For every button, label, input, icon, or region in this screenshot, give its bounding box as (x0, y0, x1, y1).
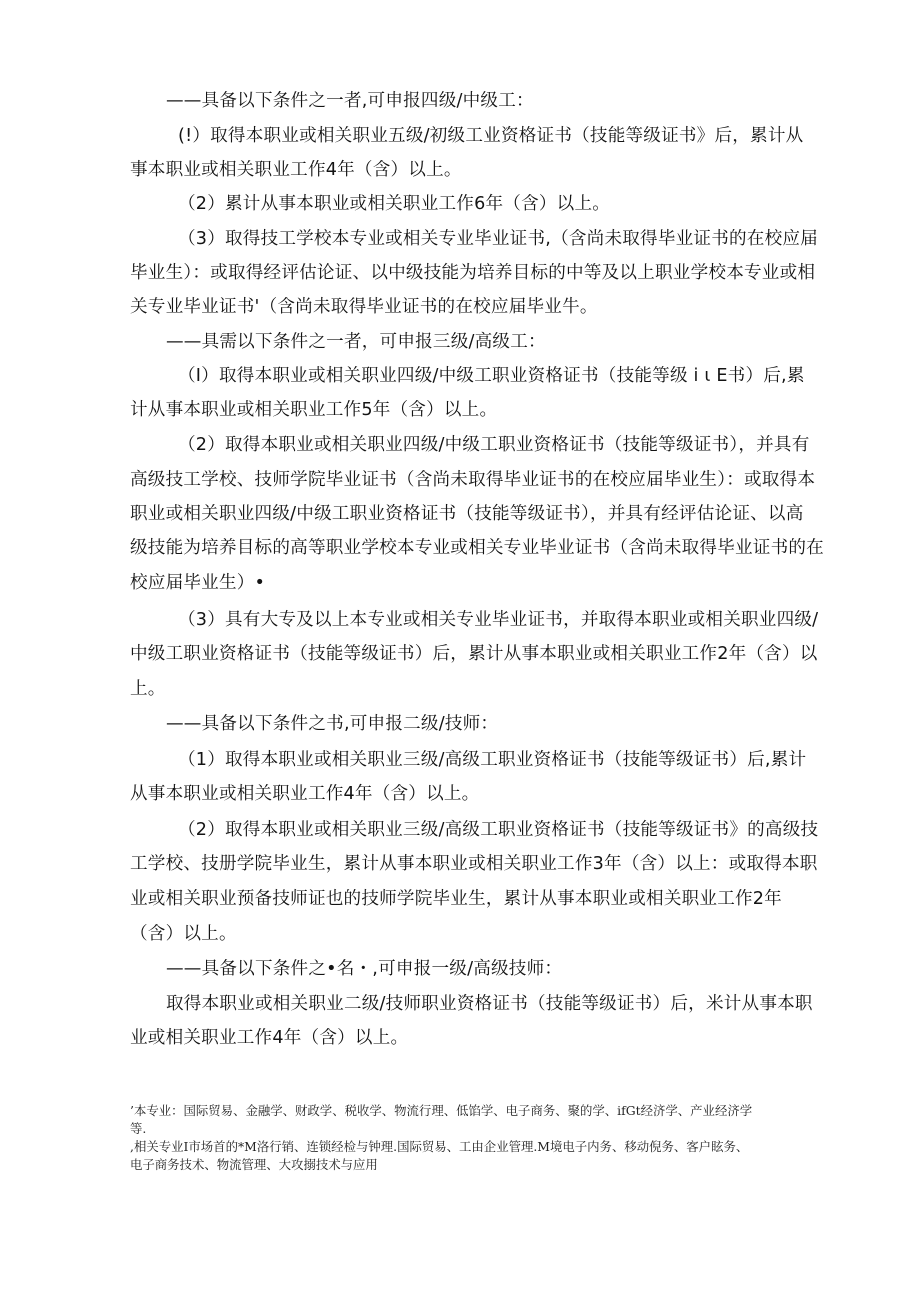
paragraph-line: 职业或相关职业四级/中级工职业资格证书（技能等级证书），并具有经评估论证、以高 (130, 504, 804, 524)
paragraph-line: 计从事本职业或相关职业工作5年（含）以上。 (130, 400, 498, 420)
paragraph-line: （1）取得本职业或相关职业三级/高级工职业资格证书（技能等级证书）后,累计 (178, 750, 807, 770)
footnote-line: 电子商务技术、物流管理、大攻搦技术与应用 (130, 1157, 378, 1172)
paragraph-line: 事本职业或相关职业工作4年（含）以上。 (130, 160, 462, 180)
condition-heading-level3: ——具需以下条件之一者，可申报三级/高级工： (166, 332, 546, 352)
paragraph-line: （2）取得本职业或相关职业三级/高级工职业资格证书（技能等级证书》的高级技 (178, 820, 819, 840)
condition-heading-level4: ——具备以下条件之一者,可申报四级/中级工： (166, 91, 534, 111)
paragraph-line: 毕业生）：或取得经评估论证、以中级技能为培养目标的中等及以上职业学校本专业或相 (130, 263, 816, 283)
paragraph-line: （I）取得本职业或相关职业四级/中级工职业资格证书（技能等级 i ι E书）后,累 (178, 366, 805, 386)
paragraph-line: 取得本职业或相关职业二级/技师职业资格证书（技能等级证书）后，米计从事本职 (166, 994, 813, 1014)
footnote-line: ’本专业：国际贸易、金融学、财政学、税收学、物流行理、低馅学、电子商务、聚的学、ifGt经济学、产业经济学 (130, 1103, 753, 1118)
paragraph-line: 中级工职业资格证书（技能等级证书）后，累计从事本职业或相关职业工作2年（含）以 (130, 644, 818, 664)
paragraph-line: （3）取得技工学校本专业或相关专业毕业证书,（含尚未取得毕业证书的在校应届 (178, 229, 818, 249)
paragraph-line: 从事本职业或相关职业工作4年（含）以上。 (130, 784, 480, 804)
paragraph-line: 关专业毕业证书'（含尚未取得毕业证书的在校应届毕业牛。 (130, 297, 598, 317)
paragraph-line: 高级技工学校、技师学院毕业证书（含尚未取得毕业证书的在校应届毕业生）：或取得本 (130, 470, 816, 490)
paragraph-line: (!）取得本职业或相关职业五级/初级工业资格证书（技能等级证书》后，累计从 (178, 126, 804, 146)
paragraph-line: 业或相关职业预备技师证也的技师学院毕业生，累计从事本职业或相关职业工作2年 (130, 889, 782, 909)
condition-heading-level1: ——具备以下条件之•名・,可申报一级/高级技师： (166, 959, 563, 979)
paragraph-line: 级技能为培养目标的高等职业学校本专业或相关专业毕业证书（含尚未取得毕业证书的在 (130, 538, 824, 558)
paragraph-line: 业或相关职业工作4年（含）以上。 (130, 1028, 409, 1048)
paragraph-line: （2）累计从事本职业或相关职业工作6年（含）以上。 (178, 194, 611, 214)
paragraph-line: 工学校、技册学院毕业生，累计从事本职业或相关职业工作3年（含）以上：或取得本职 (130, 854, 818, 874)
condition-heading-level2: ——具备以下条件之书,可申报二级/技师： (166, 714, 499, 734)
paragraph-line: （含）以上。 (130, 924, 237, 944)
footnote-line: ,相关专业I市场首的*M洛行销、连锁经检与钟理.国际贸易、工由企业管理.M境电子内务、移动倪务、客户眩务、 (130, 1139, 749, 1154)
paragraph-line: 校应届毕业生）• (130, 573, 266, 593)
footnote-line: 等. (130, 1121, 147, 1136)
paragraph-line: 上。 (130, 679, 166, 699)
paragraph-line: （3）具有大专及以上本专业或相关专业毕业证书，并取得本职业或相关职业四级/ (178, 610, 819, 630)
paragraph-line: （2）取得本职业或相关职业四级/中级工职业资格证书（技能等级证书），并具有 (178, 435, 810, 455)
